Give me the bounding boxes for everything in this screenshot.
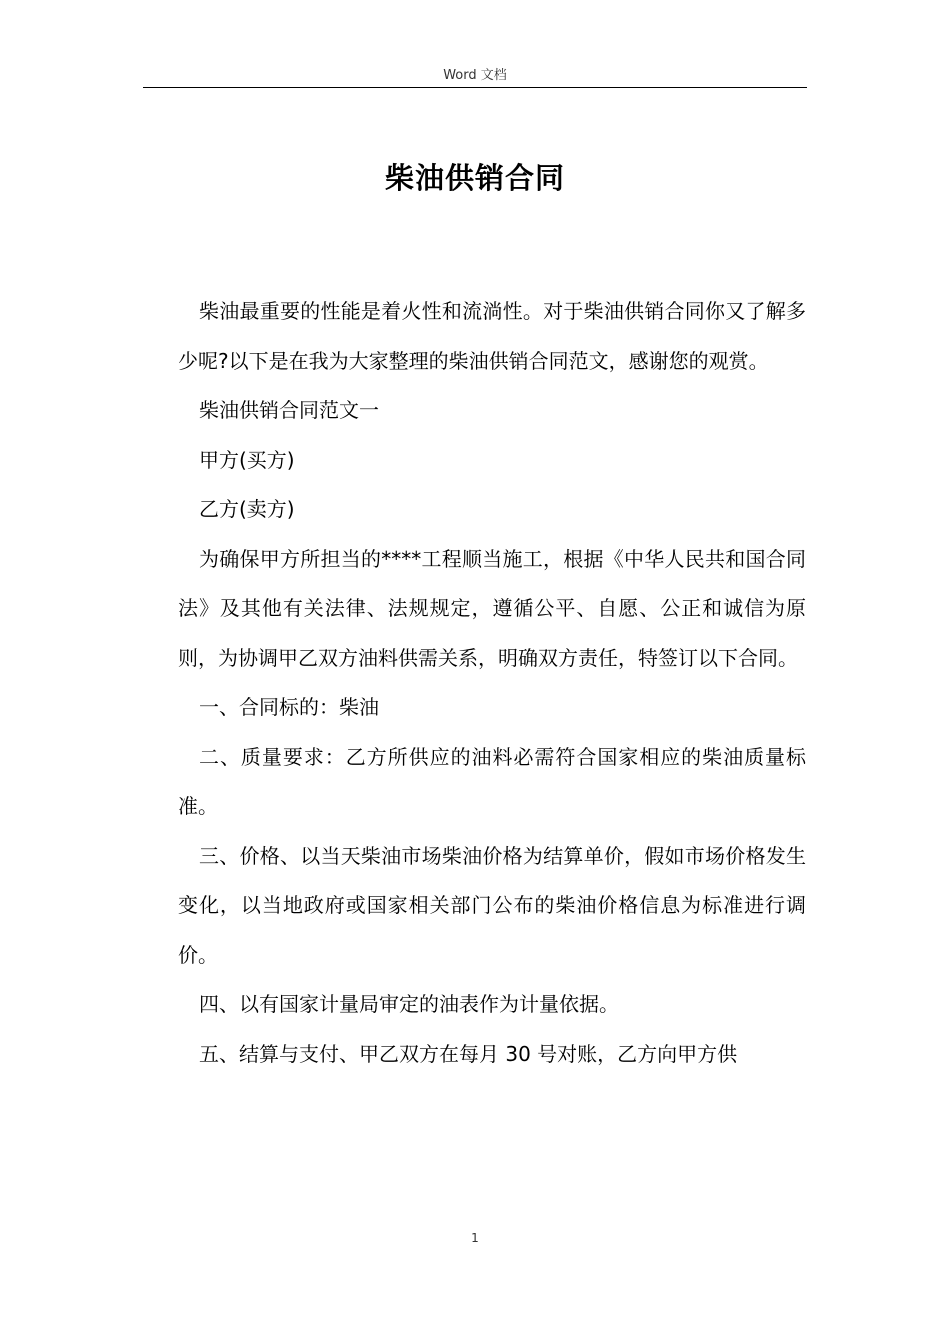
party-a-line: 甲方(买方) [199,447,295,472]
document-body [178,287,806,1079]
party-b-line: 乙方(卖方) [199,497,295,521]
page-header: Word 文档 [443,68,507,83]
sample-heading: 柴油供销合同范文一 [199,398,379,422]
clause-subject: 一、合同标的：柴油 [199,695,379,719]
document-title: 柴油供销合同 [384,161,565,195]
clause-measurement: 四、以有国家计量局审定的油表作为计量依据。 [199,992,619,1016]
page-number: 1 [471,1231,479,1245]
intro-paragraph: 柴油最重要的性能是着火性和流淌性。对于柴油供销合同你又了解多少呢?以下是在我为大家整理的柴油供销合同范文，感谢您的观赏。 [178,299,806,373]
preamble-paragraph: 为确保甲方所担当的****工程顺当施工，根据《中华人民共和国合同法》及其他有关法律、法规规定，遵循公平、自愿、公正和诚信为原则，为协调甲乙双方油料供需关系，明确双方责任，特签订以下合同。 [178,546,806,670]
clause-quality: 二、质量要求：乙方所供应的油料必需符合国家相应的柴油质量标准。 [178,744,806,818]
header-divider [143,87,807,88]
clause-settlement: 五、结算与支付、甲乙双方在每月 30 号对账，乙方向甲方供 [199,1041,738,1066]
clause-price: 三、价格、以当天柴油市场柴油价格为结算单价，假如市场价格发生变化，以当地政府或国家相关部门公布的柴油价格信息为标准进行调价。 [178,843,806,967]
